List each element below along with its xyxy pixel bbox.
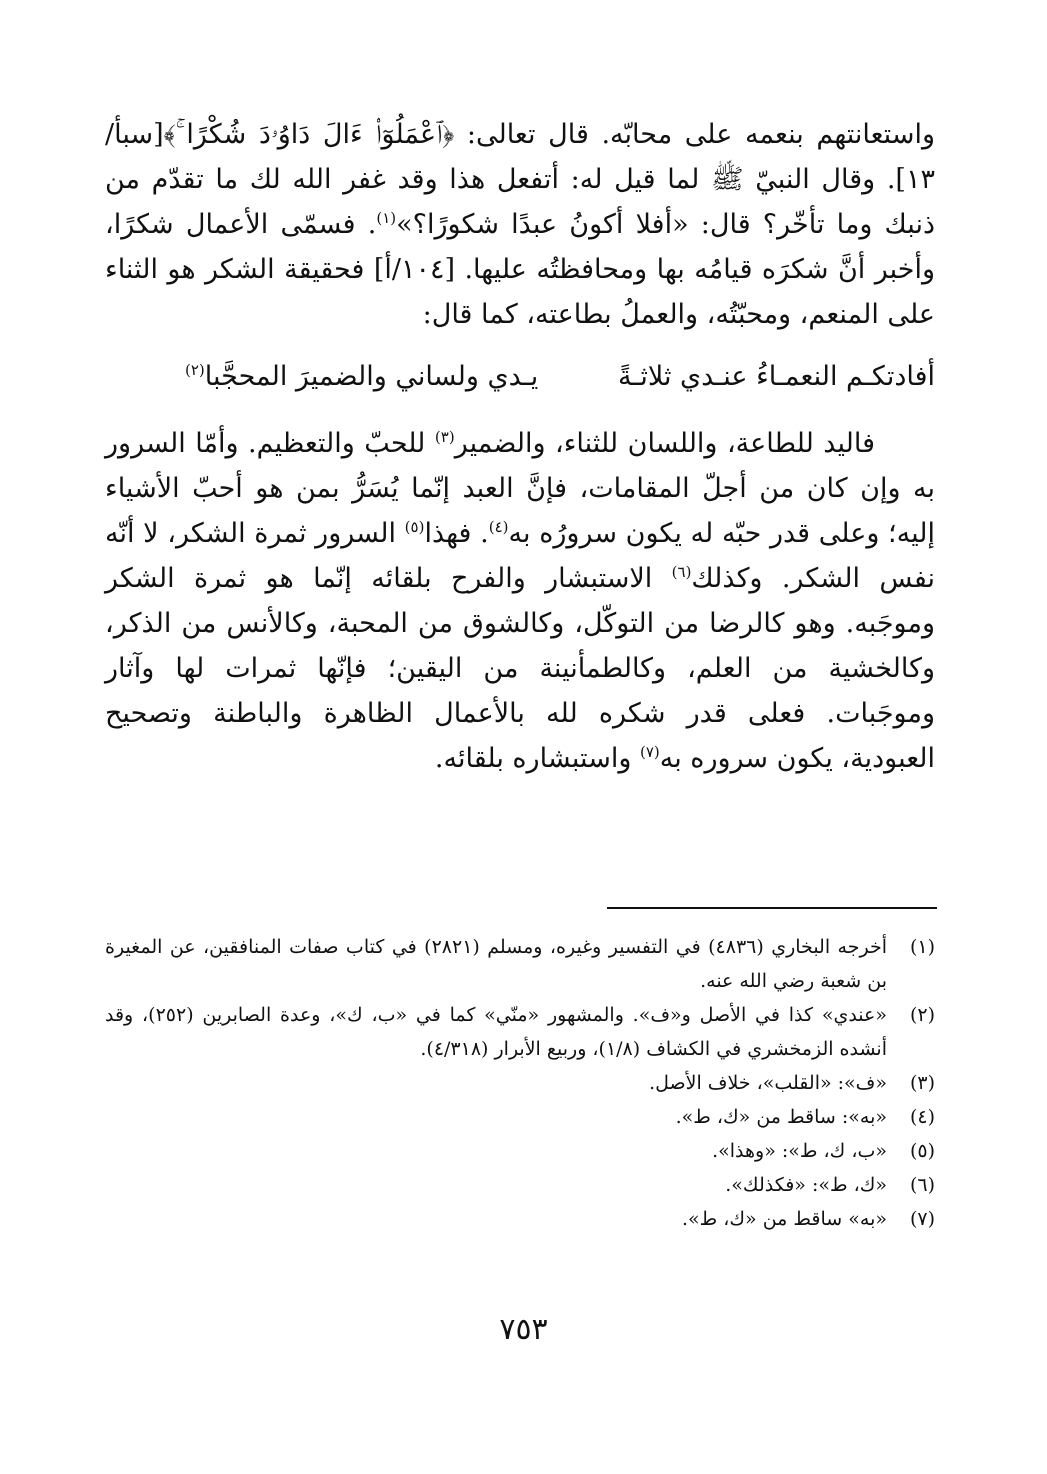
footnote-text: «به» ساقط من «ك، ط». — [681, 1208, 887, 1230]
footnote-4 — [105, 1100, 935, 1134]
footnote-ref-1[interactable]: (١) — [376, 209, 397, 227]
footnote-1 — [105, 930, 935, 998]
footnote-ref-7[interactable]: (٧) — [639, 743, 660, 761]
footnote-5 — [105, 1134, 935, 1168]
paragraph-2-part-2: للحبّ والتعظيم. وأمّا السرور به وإن كان من أجلّ المقامات، فإنَّ العبد إنّما يُسَرُّ بمن هو أحبّ الأشياء إليه؛ وعلى قدر حبّه له يكون سرورُه به — [105, 428, 935, 549]
footnote-3 — [105, 1066, 935, 1100]
paragraph-1 — [105, 112, 935, 337]
footnote-2 — [105, 998, 935, 1066]
footnote-text: «ب، ك، ط»: «وهذا». — [712, 1140, 887, 1162]
paragraph-2-part-3: . فهذا — [424, 518, 489, 549]
footnote-number: (٣) — [909, 1072, 935, 1094]
footnote-number: (٢) — [909, 1004, 935, 1026]
footnote-ref-5[interactable]: (٥) — [404, 518, 425, 536]
paragraph-1-text: واستعانتهم بنعمه على محابّه. قال تعالى: ﴿ٱعْمَلُوٓا۟ ءَالَ دَاوُۥدَ شُكْرًا ۚ﴾[سبأ/١٣]. وقال النبيّ ﷺ لما قيل له: أتفعل هذا وقد غفر الله لك ما تقدّم من ذنبك وما تأخّر؟ قال: «أفلا أكونُ عبدًا شكورًا؟» — [105, 119, 935, 240]
page-number: ٧٥٣ — [499, 1312, 548, 1347]
footnote-text: أخرجه البخاري (٤٨٣٦) في التفسير وغيره، ومسلم (٢٨٢١) في كتاب صفات المنافقين، عن المغيرة بن شعبة رضي الله عنه. — [105, 936, 887, 992]
paragraph-2 — [105, 421, 935, 781]
footnote-number: (١) — [909, 936, 935, 958]
footnote-number: (٦) — [909, 1174, 935, 1196]
footnote-number: (٥) — [909, 1140, 935, 1162]
main-text — [105, 112, 935, 781]
footnote-ref-2[interactable]: (٢) — [185, 361, 205, 379]
verse-left-text: يـدي ولساني والضميرَ المحجَّبا — [204, 361, 539, 392]
footnote-separator — [607, 907, 937, 909]
footnote-text: «ف»: «القلب»، خلاف الأصل. — [649, 1072, 887, 1094]
footnote-text: «ك، ط»: «فكذلك». — [725, 1174, 887, 1196]
footnote-ref-6[interactable]: (٦) — [671, 563, 692, 581]
poetry-verse — [185, 353, 935, 401]
footnote-text: «به»: ساقط من «ك، ط». — [675, 1106, 887, 1128]
paragraph-1-continued: . فسمّى الأعمال شكرًا، وأخبر أنَّ شكرَه قيامُه بها ومحافظتُه عليها. [١٠٤/أ] فحقيقة الشكر هو الثناء على المنعم، ومحبّتُه، والعملُ بطاعته، كما قال: — [105, 209, 935, 330]
paragraph-2-part-6: واستبشاره بلقائه. — [434, 743, 640, 774]
footnote-text: «عندي» كذا في الأصل و«ف». والمشهور «منّي» كما في «ب، ك»، وعدة الصابرين (٢٥٢)، وقد أنشده الزمخشري في الكشاف (١/٨)، وربيع الأبرار (٤/٣١٨). — [105, 1004, 887, 1060]
footnote-ref-3[interactable]: (٣) — [434, 428, 455, 446]
verse-left-hemistich — [185, 353, 538, 401]
footnote-6 — [105, 1168, 935, 1202]
paragraph-2-part-4: السرور ثمرة الشكر، لا أنّه نفس الشكر. وكذلك — [105, 518, 935, 594]
footnote-number: (٤) — [909, 1106, 935, 1128]
footnote-number: (٧) — [909, 1208, 935, 1230]
footnotes — [105, 930, 935, 1236]
footnote-ref-4[interactable]: (٤) — [488, 518, 509, 536]
footnote-7 — [105, 1202, 935, 1236]
verse-right-hemistich: أفادتكـم النعمـاءُ عنـدي ثلاثـةً — [617, 361, 935, 392]
paragraph-2-part-5: الاستبشار والفرح بلقائه إنّما هو ثمرة الشكر وموجَبه. وهو كالرضا من التوكّل، وكالشوق من المحبة، وكالأنس من الذكر، وكالخشية من العلم، وكالطمأنينة من اليقين؛ فإنّها ثمرات لها وآثار وموجَبات. فعلى قدر شكره لله بالأعمال الظاهرة والباطنة وتصحيح العبودية، يكون سروره به — [105, 563, 935, 774]
paragraph-2-part-1: فاليد للطاعة، واللسان للثناء، والضمير — [454, 428, 875, 459]
